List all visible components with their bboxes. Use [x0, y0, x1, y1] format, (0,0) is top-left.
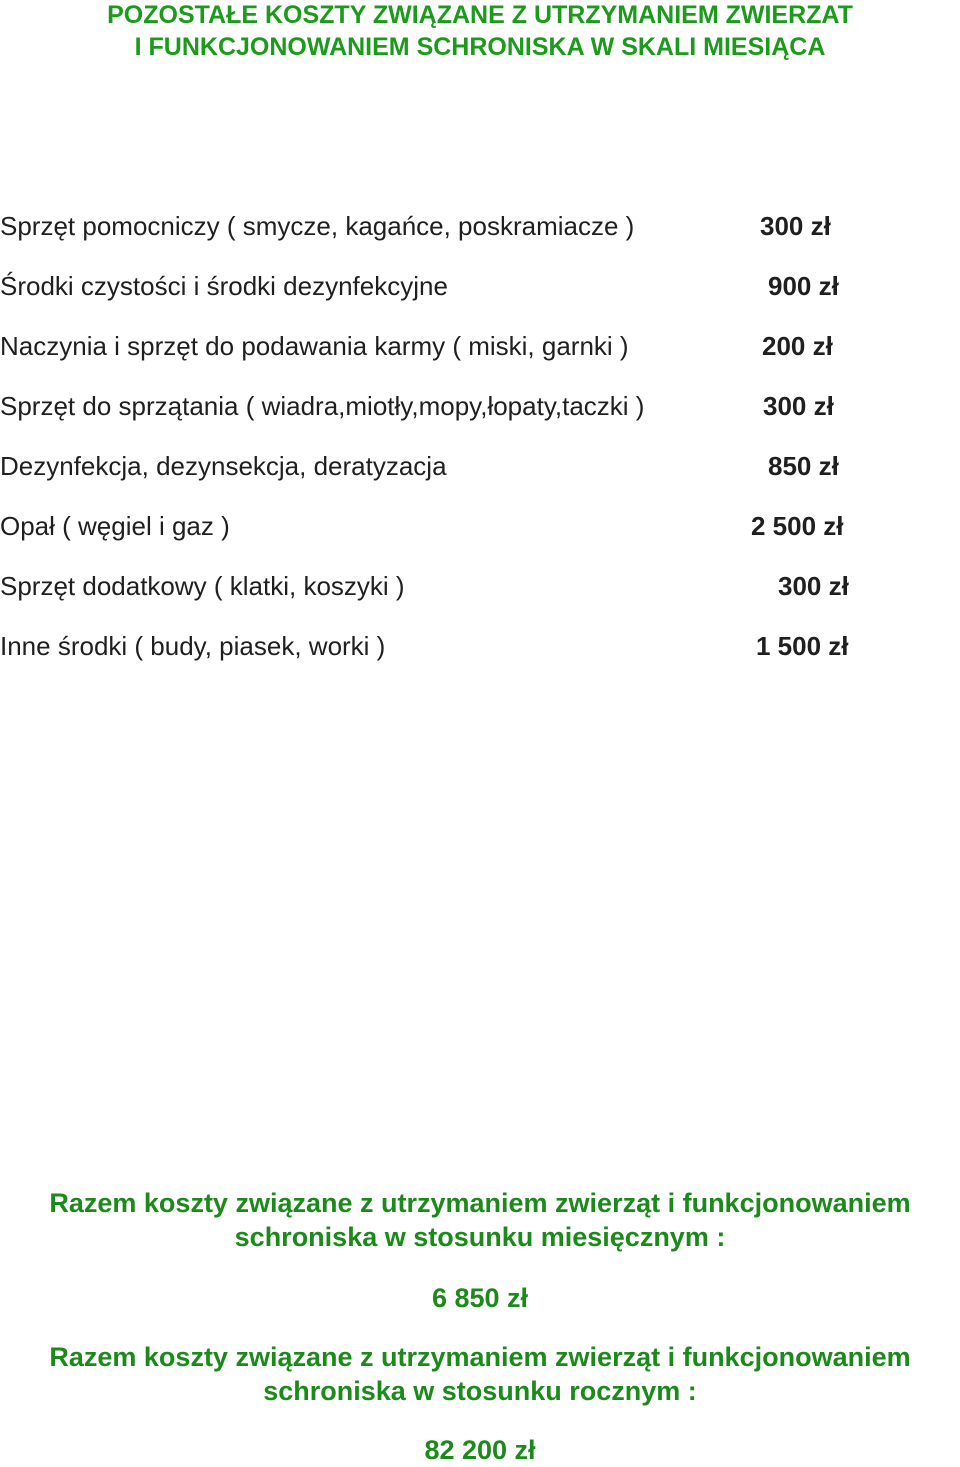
cost-amount: 850 zł: [768, 451, 839, 481]
cost-label: Inne środki ( budy, piasek, worki ): [0, 631, 386, 661]
cost-row: [0, 446, 960, 486]
cost-row: [0, 266, 960, 306]
cost-amount: 300 zł: [778, 571, 849, 601]
cost-amount: 300 zł: [763, 391, 834, 421]
cost-amount: 900 zł: [768, 271, 839, 301]
page-title-line-1: POZOSTAŁE KOSZTY ZWIĄZANE Z UTRZYMANIEM ZWIERZAT: [107, 1, 853, 29]
cost-amount: 300 zł: [760, 211, 831, 241]
cost-row: [0, 566, 960, 606]
cost-label: Dezynfekcja, dezynsekcja, deratyzacja: [0, 451, 447, 481]
cost-row: [0, 206, 960, 246]
cost-row: [0, 326, 960, 366]
cost-row: [0, 386, 960, 426]
cost-label: Sprzęt do sprzątania ( wiadra,miotły,mopy,łopaty,taczki ): [0, 391, 645, 421]
yearly-total: 82 200 zł: [424, 1435, 536, 1465]
cost-row: [0, 626, 960, 666]
cost-label: Naczynia i sprzęt do podawania karmy ( miski, garnki ): [0, 331, 629, 361]
monthly-total: 6 850 zł: [431, 1283, 529, 1313]
monthly-summary-line-2: schroniska w stosunku miesięcznym :: [234, 1222, 726, 1252]
monthly-summary-line-1: Razem koszty związane z utrzymaniem zwierząt i funkcjonowaniem: [49, 1188, 911, 1218]
cost-label: Środki czystości i środki dezynfekcyjne: [0, 271, 448, 301]
yearly-summary-line-2: schroniska w stosunku rocznym :: [263, 1376, 697, 1406]
cost-amount: 200 zł: [762, 331, 833, 361]
page-title-line-2: I FUNKCJONOWANIEM SCHRONISKA W SKALI MIESIĄCA: [134, 33, 826, 61]
cost-row: [0, 506, 960, 546]
yearly-summary-line-1: Razem koszty związane z utrzymaniem zwierząt i funkcjonowaniem: [49, 1342, 911, 1372]
cost-label: Sprzęt pomocniczy ( smycze, kagańce, poskramiacze ): [0, 211, 635, 241]
cost-amount: 1 500 zł: [756, 631, 849, 661]
cost-amount: 2 500 zł: [751, 511, 844, 541]
cost-label: Sprzęt dodatkowy ( klatki, koszyki ): [0, 571, 405, 601]
cost-label: Opał ( węgiel i gaz ): [0, 511, 230, 541]
